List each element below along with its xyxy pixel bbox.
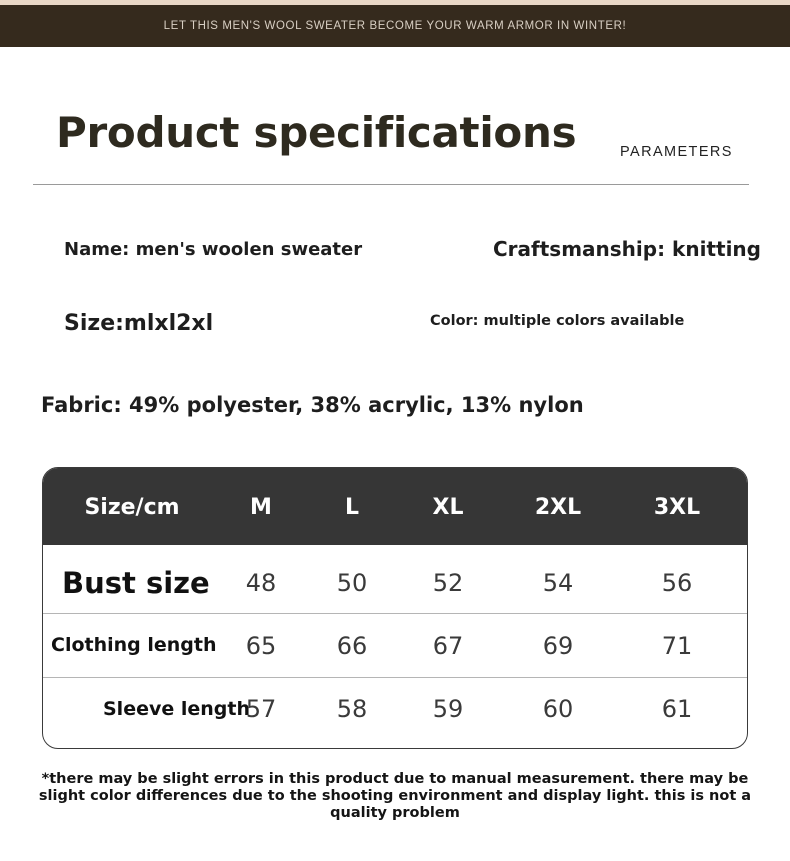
table-cell: 66 <box>336 632 368 660</box>
table-cell: 71 <box>661 632 693 660</box>
spec-fabric: Fabric: 49% polyester, 38% acrylic, 13% nylon <box>41 393 584 417</box>
table-cell: 60 <box>542 695 574 723</box>
table-cell: 48 <box>245 569 277 597</box>
page-title: Product specifications <box>56 108 577 157</box>
table-cell: 58 <box>336 695 368 723</box>
table-cell: 54 <box>542 569 574 597</box>
spec-color: Color: multiple colors available <box>430 313 685 329</box>
table-cell: 57 <box>245 695 277 723</box>
section-subtitle: PARAMETERS <box>620 144 733 160</box>
spec-name: Name: men's woolen sweater <box>64 239 363 260</box>
spec-craftsmanship: Craftsmanship: knitting <box>493 237 761 261</box>
table-cell: 59 <box>432 695 464 723</box>
table-cell: 50 <box>336 569 368 597</box>
table-cell: 61 <box>661 695 693 723</box>
table-cell: 56 <box>661 569 693 597</box>
promo-banner: LET THIS MEN'S WOOL SWEATER BECOME YOUR WARM ARMOR IN WINTER! <box>0 5 790 47</box>
table-cell: 69 <box>542 632 574 660</box>
header-cell-2xl: 2XL <box>534 495 582 520</box>
table-cell: 52 <box>432 569 464 597</box>
size-table-header <box>43 468 747 545</box>
title-divider <box>33 184 749 185</box>
table-cell: 67 <box>432 632 464 660</box>
header-cell-xl: XL <box>432 495 464 520</box>
header-cell-l: L <box>344 495 360 520</box>
header-cell-size-cm: Size/cm <box>84 495 180 520</box>
row-divider <box>43 613 747 614</box>
size-table <box>42 467 748 749</box>
header-cell-3xl: 3XL <box>653 495 701 520</box>
row-label-bust-size: Bust size <box>62 566 210 600</box>
row-label-clothing-length: Clothing length <box>51 634 217 656</box>
measurement-disclaimer: *there may be slight errors in this product due to manual measurement. there may be slight color differences due to the shooting environment and display light. this is not a quality problem <box>38 771 752 821</box>
row-divider <box>43 677 747 678</box>
header-cell-m: M <box>250 495 272 520</box>
table-cell: 65 <box>245 632 277 660</box>
spec-size: Size:mlxl2xl <box>64 311 214 336</box>
row-label-sleeve-length: Sleeve length <box>103 698 250 720</box>
